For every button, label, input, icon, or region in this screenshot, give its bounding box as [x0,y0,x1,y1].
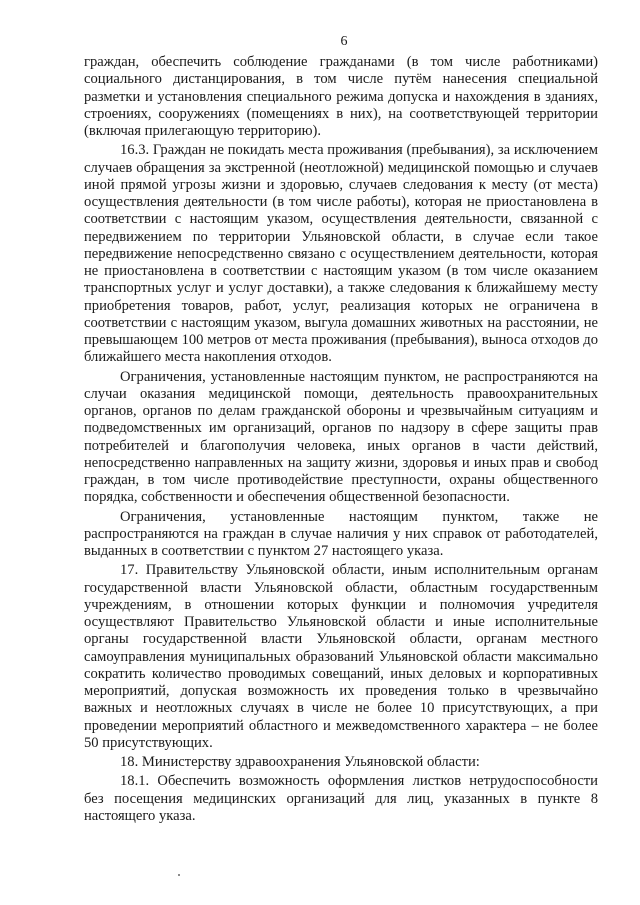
paragraph-16-3: 16.3. Граждан не покидать места проживания (пребывания), за исключением случаев обращения за экстренной (неотложной) медицинской помощью и случаев иной прямой угрозы жизни и здоровью, случаев следования к месту (от места) осуществления деятельности (в том числе работы), которая не приостановлена в соответствии с настоящим указом, осуществления деятельности, связанной с передвижением по территории Ульяновской области, в случае если такое передвижение непосредственно связано с осуществлением деятельности, которая не приостановлена в соответствии с настоящим указом (в том числе оказанием транспортных услуг и услуг доставки), а также следования к ближайшему месту приобретения товаров, работ, услуг, реализация которых не ограничена в соответствии с настоящим указом, выгула домашних животных на расстоянии, не превышающем 100 метров от места проживания (пребывания), выноса отходов до ближайшего места накопления отходов. [84,142,598,366]
paragraph-18: 18. Министерству здравоохранения Ульяновской области: [120,754,480,770]
page-number: 6 [340,34,348,49]
paragraph-restrictions-exceptions: Ограничения, установленные настоящим пунктом, не распространяются на случаи оказания медицинской помощи, деятельность правоохранительных органов, органов по делам гражданской обороны и чрезвычайным ситуациям и подведомственных им организаций, органов по надзору в сфере защиты прав потребителей и благополучия человека, иных органов в части действий, непосредственно направленных на защиту жизни, здоровья и иных прав и свобод граждан, в том числе противодействие преступности, охраны общественного порядка, собственности и обеспечения общественной безопасности. [84,368,598,506]
paragraph-restrictions-employer-certificates: Ограничения, установленные настоящим пунктом, также не распространяются на граждан в случае наличия у них справок от работодателей, выданных в соответствии с пунктом 27 настоящего указа. [84,508,598,559]
paragraph-continuation: граждан, обеспечить соблюдение гражданами (в том числе работниками) социального дистанцирования, в том числе путём нанесения специальной разметки и установления специального режима допуска и нахождения в зданиях, строениях, сооружениях (помещениях в них), на соответствующей территории (включая прилегающую территорию). [84,54,598,139]
paragraph-17: 17. Правительству Ульяновской области, иным исполнительным органам государственной власти Ульяновской области, областным государственным учреждениям, в отношении которых функции и полномочия учредителя осуществляют Правительство Ульяновской области и иные исполнительные органы государственной власти Ульяновской области, органам местного самоуправления муниципальных образований Ульяновской области максимально сократить количество проводимых совещаний, иных деловых и корпоративных мероприятий, допуская возможность их проведения только в чрезвычайно важных и неотложных случаях в числе не более 10 присутствующих, а при проведении мероприятий областного и межведомственного характера – не более 50 присутствующих. [84,562,598,751]
scan-dot [178,874,180,876]
paragraph-18-1: 18.1. Обеспечить возможность оформления листков нетрудоспособности без посещения медицинских организаций для лиц, указанных в пункте 8 настоящего указа. [84,773,598,824]
